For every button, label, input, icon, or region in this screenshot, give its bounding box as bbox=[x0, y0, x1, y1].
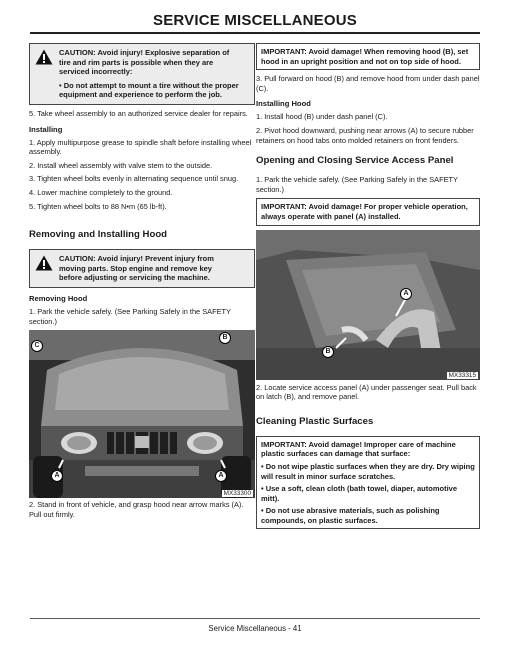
install-step-5: 5. Tighten wheel bolts to 88 N•m (65 lb-ft). bbox=[29, 201, 167, 211]
step-3-pull-hood: 3. Pull forward on hood (B) and remove hood from under dash panel (C). bbox=[256, 74, 480, 93]
important-bullet-3: • Do not use abrasive materials, such as polishing compounds, on plastic surfaces. bbox=[261, 506, 440, 525]
access-step-1: 1. Park the vehicle safely. (See Parking Safely in the SAFETY section.) bbox=[256, 175, 458, 194]
hood-photo bbox=[29, 330, 255, 498]
callout-a: A bbox=[400, 288, 412, 300]
right-column bbox=[256, 43, 480, 533]
important-box-hood: IMPORTANT: Avoid damage! When removing hood (B), set hood in an upright position and not on top side of hood. bbox=[256, 43, 480, 70]
callout-b: B bbox=[322, 346, 334, 358]
caution-line-2: moving parts. Stop engine and remove key bbox=[59, 263, 212, 273]
warning-triangle-icon bbox=[35, 49, 53, 65]
left-column bbox=[29, 43, 255, 523]
caution-line-1: CAUTION: Avoid injury! Explosive separation of bbox=[59, 48, 230, 57]
caution-box-moving-parts bbox=[29, 249, 255, 288]
caution-bullet: • Do not attempt to mount a tire without the proper equipment and experience to perform the job. bbox=[59, 80, 239, 100]
plastic-section-heading: Cleaning Plastic Surfaces bbox=[256, 415, 374, 427]
photo-id: MX33300 bbox=[223, 490, 251, 498]
important-box-plastic bbox=[256, 436, 480, 530]
page-title: SERVICE MISCELLANEOUS bbox=[153, 12, 357, 29]
remove-step-2: 2. Stand in front of vehicle, and grasp hood near arrow marks (A). Pull out firmly. bbox=[29, 500, 244, 519]
callout-b: B bbox=[219, 332, 231, 344]
caution-box-tire bbox=[29, 43, 255, 105]
warning-triangle-icon bbox=[35, 255, 53, 271]
caution-line-2: tire and rim parts is possible when they are bbox=[59, 57, 214, 67]
installing-hood-heading: Installing Hood bbox=[256, 99, 311, 109]
important-box-panel: IMPORTANT: Avoid damage! For proper vehicle operation, always operate with panel (A) installed. bbox=[256, 198, 480, 225]
remove-step-1: 1. Park the vehicle safely. (See Parking Safely in the SAFETY section.) bbox=[29, 306, 231, 326]
step-5-dealer: 5. Take wheel assembly to an authorized service dealer for repairs. bbox=[29, 108, 248, 118]
callout-a-left: A bbox=[51, 470, 63, 482]
page-footer: Service Miscellaneous - 41 bbox=[208, 624, 302, 633]
callout-c: C bbox=[31, 340, 43, 352]
install-step-3: 3. Tighten wheel bolts evenly in alternating sequence until snug. bbox=[29, 174, 239, 184]
caution-line-1: CAUTION: Avoid injury! Prevent injury from bbox=[59, 254, 214, 264]
installing-heading: Installing bbox=[29, 124, 63, 134]
access-step-2: 2. Locate service access panel (A) under passenger seat. Pull back on latch (B), and remove panel. bbox=[256, 382, 477, 402]
footer-rule bbox=[30, 618, 480, 619]
install-hood-step-2: 2. Pivot hood downward, pushing near arrows (A) to secure rubber retainers on hood tabs onto molded retainers on front fenders. bbox=[256, 125, 474, 145]
important-intro: IMPORTANT: Avoid damage! Improper care of machine plastic surfaces can damage that surface: bbox=[261, 439, 456, 459]
important-bullet-1: • Do not wipe plastic surfaces when they are dry. Dry wiping will result in minor surface scratches. bbox=[261, 461, 475, 481]
removing-hood-heading: Removing Hood bbox=[29, 293, 88, 303]
access-panel-illustration bbox=[256, 230, 480, 380]
access-panel-heading: Opening and Closing Service Access Panel bbox=[256, 155, 454, 167]
install-step-4: 4. Lower machine completely to the ground. bbox=[29, 187, 173, 197]
hood-section-heading: Removing and Installing Hood bbox=[29, 229, 168, 241]
install-step-1: 1. Apply multipurpose grease to spindle shaft before installing wheel assembly. bbox=[29, 137, 252, 157]
page-header bbox=[30, 12, 480, 34]
caution-line-3: before adjusting or servicing the machine. bbox=[59, 273, 210, 283]
access-panel-photo bbox=[256, 230, 480, 380]
install-step-2: 2. Install wheel assembly with valve stem to the outside. bbox=[29, 160, 213, 170]
install-hood-step-1: 1. Install hood (B) under dash panel (C). bbox=[256, 112, 388, 122]
callout-a-right: A bbox=[215, 470, 227, 482]
caution-line-3: serviced incorrectly: bbox=[59, 67, 133, 77]
title-rule bbox=[30, 32, 480, 34]
photo-id: MX33315 bbox=[448, 371, 476, 379]
important-bullet-2: • Use a soft, clean cloth (bath towel, diaper, automotive mitt). bbox=[261, 484, 457, 503]
